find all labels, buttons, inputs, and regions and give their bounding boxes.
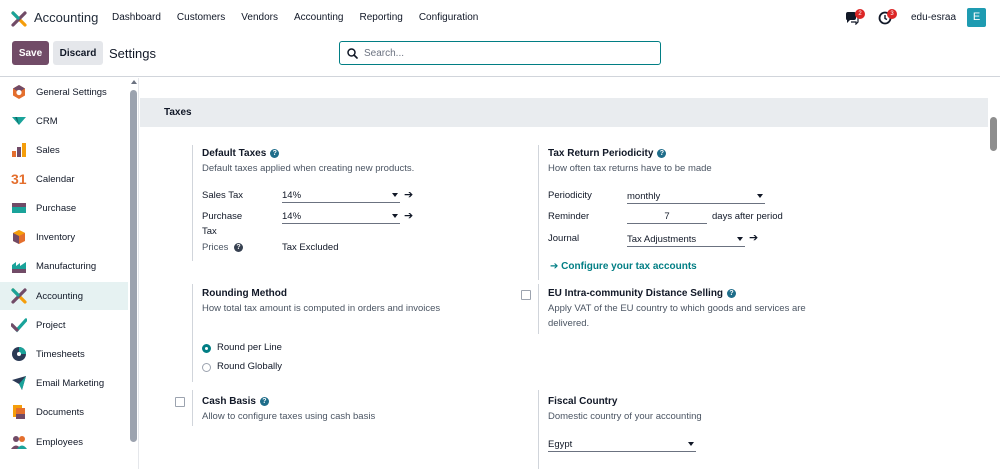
search-input[interactable]: [364, 45, 654, 61]
sidebar-scrollbar[interactable]: [130, 90, 137, 442]
help-icon[interactable]: ?: [727, 289, 736, 298]
setting-divider: [538, 145, 539, 280]
purchase-tax-value: 14%: [282, 211, 302, 222]
activity-button[interactable]: [878, 8, 892, 28]
search-icon: [347, 48, 358, 59]
timesheets-icon: [11, 346, 27, 362]
eu-distance-desc: Apply VAT of the EU country to which goods and services are: [548, 303, 806, 314]
chevron-down-icon: [392, 193, 398, 197]
fiscal-country-desc: Domestic country of your accounting: [548, 411, 702, 422]
calendar-icon: 31: [11, 171, 27, 187]
sidebar-item-label: Accounting: [36, 290, 84, 302]
fiscal-country-setting: [538, 390, 938, 469]
cash-basis-setting: [192, 390, 492, 426]
periodicity-label: Periodicity: [548, 190, 592, 201]
breadcrumb: Settings: [109, 46, 156, 61]
eu-distance-title: EU Intra-community Distance Selling: [548, 288, 724, 299]
tax-return-title: Tax Return Periodicity: [548, 148, 654, 159]
accounting-icon: [11, 288, 27, 304]
sales-tax-open-icon[interactable]: ➔: [404, 189, 414, 201]
chat-button[interactable]: [845, 8, 862, 28]
sidebar-item-label: Purchase: [36, 202, 77, 214]
sidebar-item-label: Inventory: [36, 231, 76, 243]
chevron-down-icon: [757, 194, 763, 198]
sidebar-item-label: Documents: [36, 406, 85, 418]
inventory-icon: [11, 229, 27, 245]
reminder-suffix: days after period: [712, 211, 783, 222]
sidebar-scroll-up-icon[interactable]: [131, 80, 137, 84]
sidebar-item-label: Employees: [36, 436, 83, 448]
menu-dashboard[interactable]: Dashboard: [112, 12, 161, 23]
sidebar-item-label: Project: [36, 319, 66, 331]
control-panel: [0, 37, 1000, 77]
content-scrollbar[interactable]: [990, 117, 997, 151]
manufacturing-icon: [11, 258, 27, 274]
sidebar-item-employees[interactable]: [0, 428, 128, 456]
sidebar-item-label: Email Marketing: [36, 377, 105, 389]
sidebar-item-project[interactable]: [0, 311, 128, 339]
help-icon[interactable]: ?: [260, 397, 269, 406]
crm-icon: [11, 113, 27, 129]
user-name[interactable]: edu-esraa: [911, 12, 957, 23]
sidebar-item-label: Manufacturing: [36, 260, 97, 272]
rounding-setting: [192, 284, 492, 382]
setting-divider: [192, 284, 193, 382]
discard-button[interactable]: Discard: [53, 41, 103, 65]
general-settings-icon: [11, 84, 27, 100]
rounding-title: Rounding Method: [202, 288, 287, 299]
journal-open-icon[interactable]: ➔: [749, 232, 759, 244]
activity-badge: 3: [887, 9, 897, 19]
sidebar-item-label: Sales: [36, 144, 60, 156]
sales-tax-value: 14%: [282, 190, 302, 201]
sidebar-item-manufacturing[interactable]: [0, 252, 128, 280]
help-icon[interactable]: ?: [270, 149, 279, 158]
configure-tax-accounts-label: Configure your tax accounts: [561, 261, 697, 272]
purchase-tax-label-2: Tax: [202, 226, 217, 237]
default-taxes-setting: [192, 145, 492, 261]
sales-tax-select[interactable]: [282, 190, 400, 203]
default-taxes-title: Default Taxes: [202, 148, 267, 159]
project-icon: [11, 317, 27, 333]
section-title: Taxes: [164, 107, 192, 118]
periodicity-select[interactable]: [627, 191, 765, 204]
accounting-app-icon[interactable]: [11, 11, 27, 27]
journal-label: Journal: [548, 233, 580, 244]
sidebar-item-general-settings[interactable]: [0, 78, 128, 106]
round-per-line-radio[interactable]: [202, 344, 211, 353]
menu-configuration[interactable]: Configuration: [418, 12, 479, 23]
eu-distance-desc-2: delivered.: [548, 318, 590, 329]
setting-divider: [192, 390, 193, 426]
fiscal-country-value: Egypt: [548, 439, 573, 450]
sidebar-item-label: General Settings: [36, 86, 107, 98]
tax-return-setting: [538, 145, 938, 280]
sidebar-item-timesheets[interactable]: [0, 340, 128, 368]
journal-value: Tax Adjustments: [627, 234, 697, 245]
setting-divider: [538, 284, 539, 334]
prices-help-icon[interactable]: ?: [234, 243, 243, 252]
configure-tax-accounts-link[interactable]: ➔ Configure your tax accounts: [550, 261, 697, 272]
cash-basis-title: Cash Basis: [202, 396, 256, 407]
setting-divider: [538, 390, 539, 469]
purchase-tax-open-icon[interactable]: ➔: [404, 210, 414, 222]
sidebar-item-calendar[interactable]: [0, 165, 128, 193]
sidebar-item-accounting[interactable]: [0, 282, 128, 310]
tax-return-desc: How often tax returns have to be made: [548, 163, 712, 174]
purchase-tax-label: Purchase: [202, 211, 243, 222]
cash-basis-checkbox[interactable]: [175, 397, 185, 407]
journal-select[interactable]: [627, 234, 745, 247]
main-menu: [112, 12, 494, 23]
fiscal-country-select[interactable]: [548, 439, 696, 452]
sidebar-item-purchase[interactable]: [0, 194, 128, 222]
prices-value: Tax Excluded: [282, 242, 339, 253]
settings-sidebar: [0, 78, 139, 469]
user-avatar[interactable]: E: [967, 8, 986, 27]
reminder-value: 7: [664, 211, 670, 222]
periodicity-value: monthly: [627, 191, 661, 202]
sidebar-item-documents[interactable]: [0, 398, 128, 426]
sales-tax-label: Sales Tax: [202, 190, 244, 201]
sidebar-item-sales[interactable]: [0, 136, 128, 164]
sidebar-item-email-marketing[interactable]: [0, 369, 128, 397]
cash-basis-desc: Allow to configure taxes using cash basis: [202, 411, 376, 422]
menu-accounting[interactable]: Accounting: [293, 12, 344, 23]
email-marketing-icon: [11, 375, 27, 391]
sidebar-item-label: Calendar: [36, 173, 75, 185]
prices-label: Prices: [202, 242, 229, 253]
chat-badge: 2: [855, 9, 865, 19]
search-box[interactable]: [339, 41, 661, 65]
eu-distance-setting: [538, 284, 938, 334]
chevron-down-icon: [688, 442, 694, 446]
help-icon[interactable]: ?: [657, 149, 666, 158]
sidebar-item-label: CRM: [36, 115, 58, 127]
top-navbar: [0, 0, 1000, 37]
sidebar-item-crm[interactable]: [0, 107, 128, 135]
chevron-down-icon: [392, 214, 398, 218]
purchase-tax-select[interactable]: [282, 211, 400, 224]
round-globally-radio[interactable]: [202, 363, 211, 372]
documents-icon: [11, 404, 27, 420]
eu-distance-checkbox[interactable]: [521, 290, 531, 300]
reminder-label: Reminder: [548, 211, 590, 222]
reminder-input[interactable]: [627, 211, 707, 224]
sales-icon: [11, 142, 27, 158]
save-button[interactable]: Save: [12, 41, 49, 65]
sidebar-item-label: Timesheets: [36, 348, 85, 360]
round-globally-label: Round Globally: [217, 361, 282, 372]
settings-content: [140, 78, 988, 469]
app-title[interactable]: Accounting: [34, 10, 99, 25]
menu-vendors[interactable]: Vendors: [241, 12, 278, 23]
section-header: [140, 98, 988, 127]
rounding-desc: How total tax amount is computed in orders and invoices: [202, 303, 441, 314]
sidebar-item-inventory[interactable]: [0, 223, 128, 251]
setting-divider: [192, 145, 193, 261]
chevron-down-icon: [737, 237, 743, 241]
fiscal-country-title: Fiscal Country: [548, 396, 618, 407]
purchase-icon: [11, 200, 27, 216]
menu-customers[interactable]: Customers: [176, 12, 226, 23]
menu-reporting[interactable]: Reporting: [359, 12, 403, 23]
employees-icon: [11, 434, 27, 450]
round-per-line-label: Round per Line: [217, 342, 282, 353]
default-taxes-desc: Default taxes applied when creating new products.: [202, 163, 415, 174]
